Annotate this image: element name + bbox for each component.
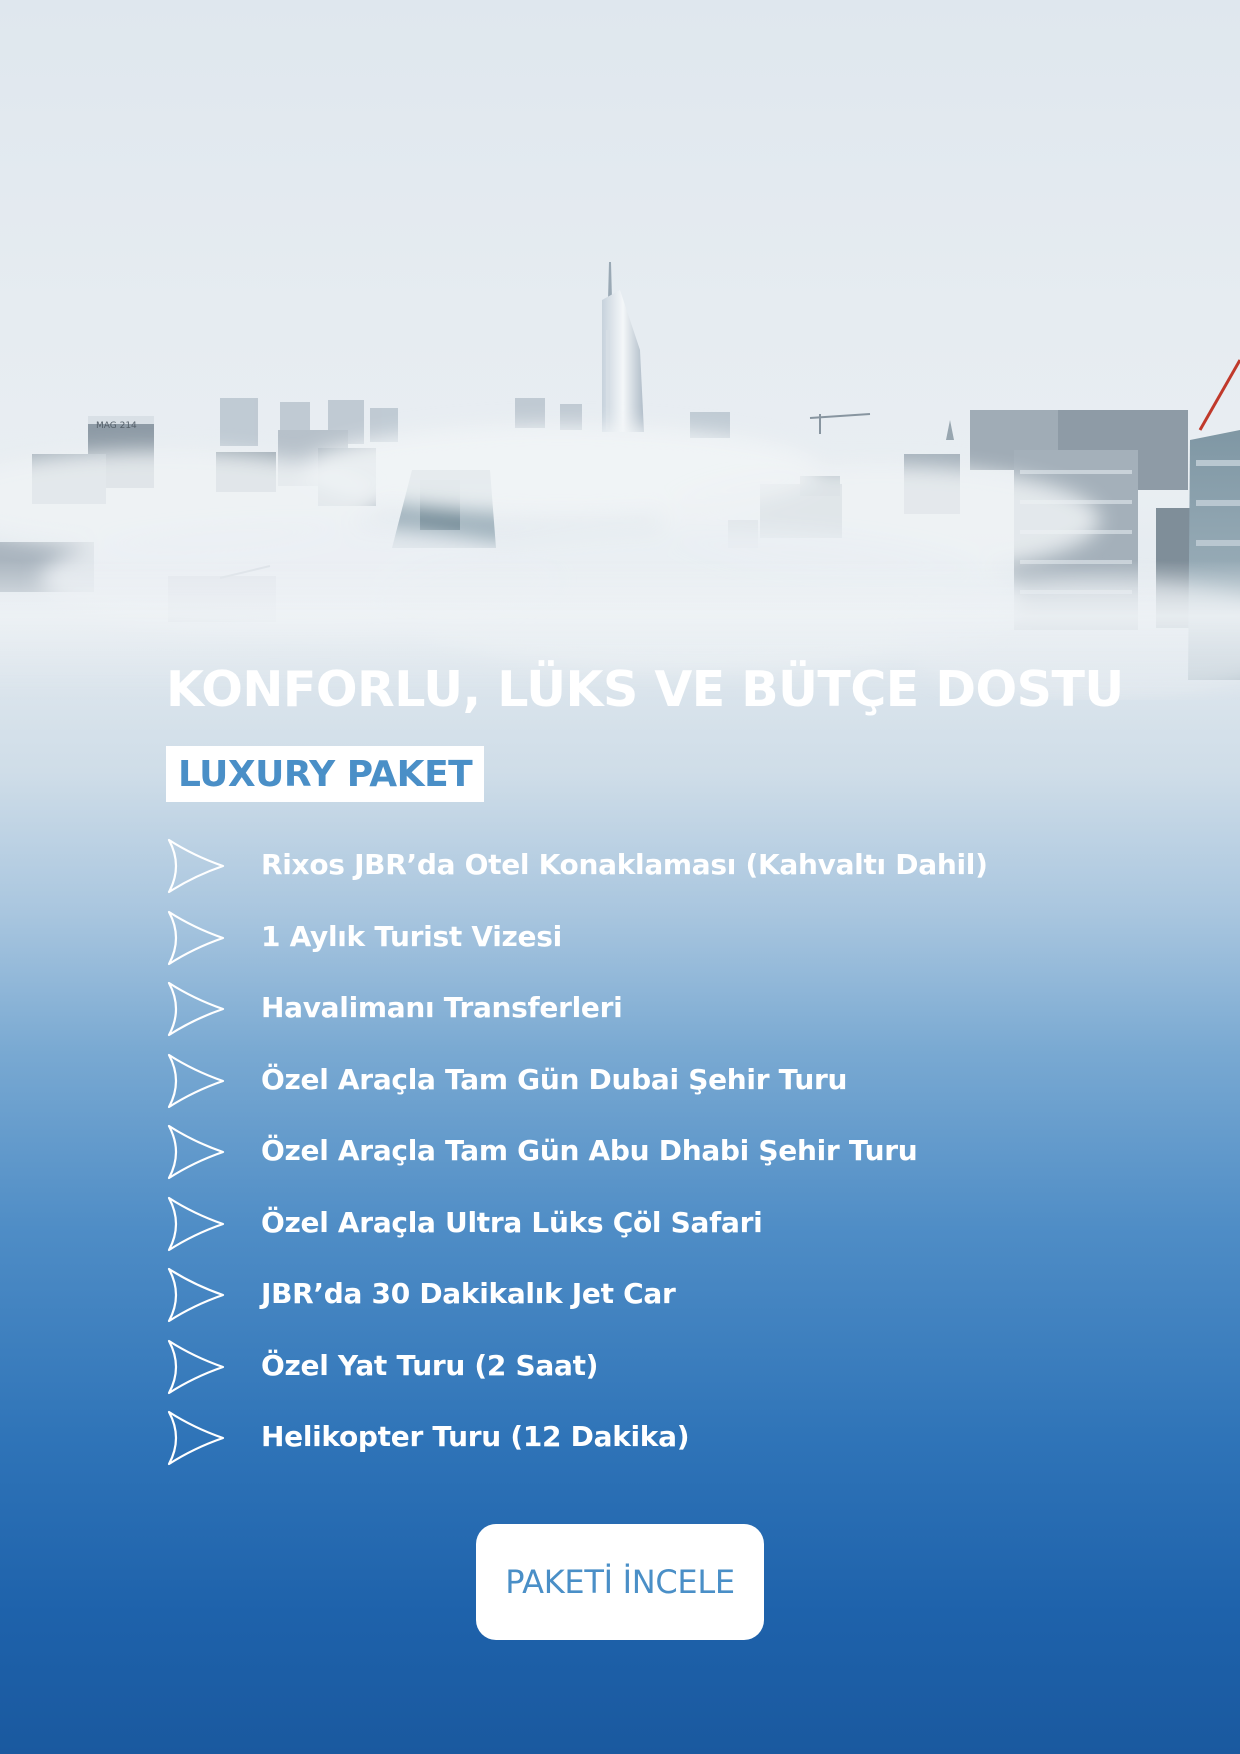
view-package-button[interactable]: PAKETİ İNCELE <box>476 1524 764 1640</box>
triangle-outline-icon <box>166 908 226 968</box>
feature-label: JBR’da 30 Dakikalık Jet Car <box>261 1277 676 1310</box>
triangle-outline-icon <box>166 1194 226 1254</box>
triangle-outline-icon <box>166 979 226 1039</box>
triangle-outline-icon <box>166 836 226 896</box>
feature-label: Helikopter Turu (12 Dakika) <box>261 1420 690 1453</box>
triangle-outline-icon <box>166 1122 226 1182</box>
feature-label: Özel Araçla Ultra Lüks Çöl Safari <box>261 1205 763 1239</box>
package-name: LUXURY PAKET <box>178 753 473 795</box>
building-sign: MAG 214 <box>96 421 137 431</box>
headline: KONFORLU, LÜKS VE BÜTÇE DOSTU <box>166 661 1124 718</box>
triangle-outline-icon <box>166 1265 226 1325</box>
feature-label: Özel Araçla Tam Gün Dubai Şehir Turu <box>261 1062 848 1096</box>
triangle-outline-icon <box>166 1051 226 1111</box>
feature-label: Özel Yat Turu (2 Saat) <box>261 1348 599 1382</box>
feature-label: 1 Aylık Turist Vizesi <box>261 919 562 953</box>
feature-label: Özel Araçla Tam Gün Abu Dhabi Şehir Turu <box>261 1134 918 1167</box>
package-badge <box>166 746 484 802</box>
triangle-outline-icon <box>166 1337 226 1397</box>
triangle-outline-icon <box>166 1408 226 1468</box>
feature-label: Havalimanı Transferleri <box>261 991 623 1024</box>
feature-label: Rixos JBR’da Otel Konaklaması (Kahvaltı Dahil) <box>261 848 988 881</box>
